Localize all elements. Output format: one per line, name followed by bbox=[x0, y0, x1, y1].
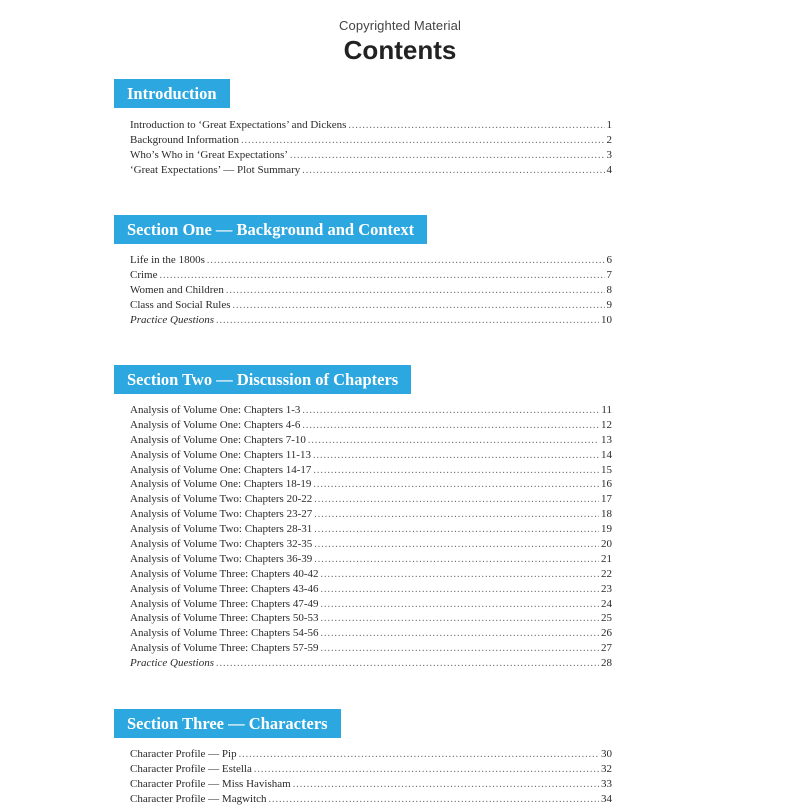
toc-entry-label: Analysis of Volume One: Chapters 4-6 bbox=[130, 418, 301, 431]
toc-entry[interactable] bbox=[130, 656, 612, 671]
toc-list-section-one bbox=[130, 253, 612, 327]
toc-entry-label: Analysis of Volume One: Chapters 14-17 bbox=[130, 463, 312, 476]
dot-leader bbox=[321, 627, 599, 642]
toc-entry-page: 18 bbox=[601, 508, 612, 521]
toc-entry-page: 17 bbox=[601, 493, 612, 506]
toc-entry-label: Analysis of Volume Two: Chapters 36-39 bbox=[130, 552, 313, 565]
dot-leader bbox=[226, 284, 605, 299]
toc-entry[interactable] bbox=[130, 552, 612, 567]
toc-entry-page: 21 bbox=[601, 552, 612, 565]
toc-entry[interactable] bbox=[130, 762, 612, 777]
dot-leader bbox=[254, 763, 599, 778]
dot-leader bbox=[308, 434, 599, 449]
dot-leader bbox=[302, 404, 599, 419]
toc-entry-page: 15 bbox=[601, 463, 612, 476]
dot-leader bbox=[293, 778, 599, 793]
toc-entry-label: Crime bbox=[130, 268, 158, 281]
dot-leader bbox=[321, 612, 599, 627]
toc-entry-label: Analysis of Volume Three: Chapters 57-59 bbox=[130, 642, 319, 655]
dot-leader bbox=[321, 568, 599, 583]
toc-entry-label: Analysis of Volume Two: Chapters 23-27 bbox=[130, 508, 313, 521]
dot-leader bbox=[348, 119, 604, 134]
toc-entry-label: Life in the 1800s bbox=[130, 254, 205, 266]
toc-entry-label: Practice Questions bbox=[130, 313, 215, 326]
toc-entry-page: 4 bbox=[606, 163, 612, 176]
toc-entry[interactable] bbox=[130, 403, 612, 418]
toc-entry-page: 24 bbox=[601, 597, 612, 610]
dot-leader bbox=[321, 583, 599, 598]
toc-entry-page: 27 bbox=[601, 642, 612, 655]
dot-leader bbox=[216, 657, 599, 672]
section-heading-section-one: Section One — Background and Context bbox=[114, 215, 427, 244]
toc-entry-page: 32 bbox=[601, 762, 612, 775]
toc-entry-page: 1 bbox=[606, 119, 612, 131]
toc-entry-page: 7 bbox=[606, 268, 612, 281]
dot-leader bbox=[321, 598, 599, 613]
toc-entry-page: 28 bbox=[601, 657, 612, 670]
toc-entry-label: Analysis of Volume Two: Chapters 28-31 bbox=[130, 523, 313, 536]
toc-entry-page: 8 bbox=[606, 283, 612, 296]
toc-entry-page: 12 bbox=[601, 418, 612, 431]
toc-entry[interactable] bbox=[130, 313, 612, 328]
toc-entry-page: 22 bbox=[601, 567, 612, 580]
dot-leader bbox=[314, 523, 599, 538]
toc-entry-label: Analysis of Volume Three: Chapters 54-56 bbox=[130, 627, 319, 640]
toc-entry[interactable] bbox=[130, 626, 612, 641]
toc-entry[interactable] bbox=[130, 133, 612, 148]
toc-entry[interactable] bbox=[130, 522, 612, 537]
toc-entry[interactable] bbox=[130, 253, 612, 268]
dot-leader bbox=[269, 793, 599, 808]
toc-entry[interactable] bbox=[130, 268, 612, 283]
toc-entry-label: Background Information bbox=[130, 133, 240, 146]
toc-entry-page: 11 bbox=[601, 404, 612, 416]
toc-entry[interactable] bbox=[130, 537, 612, 552]
page-title: Contents bbox=[343, 35, 457, 65]
dot-leader bbox=[321, 642, 599, 657]
toc-entry-page: 2 bbox=[606, 133, 612, 146]
toc-entry[interactable] bbox=[130, 448, 612, 463]
toc-entry-label: Analysis of Volume Three: Chapters 47-49 bbox=[130, 597, 319, 610]
toc-entry-label: Analysis of Volume Three: Chapters 50-53 bbox=[130, 612, 319, 625]
toc-list-introduction bbox=[130, 118, 612, 178]
dot-leader bbox=[160, 269, 605, 284]
dot-leader bbox=[313, 478, 599, 493]
toc-entry-page: 9 bbox=[606, 298, 612, 311]
toc-entry-page: 23 bbox=[601, 582, 612, 595]
toc-entry-page: 33 bbox=[601, 777, 612, 790]
section-heading-section-two: Section Two — Discussion of Chapters bbox=[114, 365, 411, 394]
toc-entry[interactable] bbox=[130, 582, 612, 597]
toc-list-section-two bbox=[130, 403, 612, 671]
toc-entry[interactable] bbox=[130, 597, 612, 612]
toc-entry[interactable] bbox=[130, 641, 612, 656]
toc-entry[interactable] bbox=[130, 792, 612, 807]
toc-entry[interactable] bbox=[130, 567, 612, 582]
dot-leader bbox=[239, 748, 599, 763]
toc-entry-label: Women and Children bbox=[130, 283, 224, 296]
toc-entry[interactable] bbox=[130, 463, 612, 478]
toc-entry[interactable] bbox=[130, 163, 612, 178]
toc-entry-label: Analysis of Volume Three: Chapters 43-46 bbox=[130, 582, 319, 595]
toc-entry-page: 16 bbox=[601, 478, 612, 491]
toc-entry-page: 20 bbox=[601, 538, 612, 551]
toc-entry-label: Analysis of Volume Three: Chapters 40-42 bbox=[130, 567, 319, 580]
dot-leader bbox=[302, 419, 599, 434]
dot-leader bbox=[313, 464, 599, 479]
toc-entry[interactable] bbox=[130, 418, 612, 433]
toc-entry-page: 14 bbox=[601, 448, 612, 461]
dot-leader bbox=[207, 254, 605, 269]
toc-entry-label: Character Profile — Miss Havisham bbox=[130, 777, 291, 790]
toc-entry[interactable] bbox=[130, 148, 612, 163]
copyright-notice: Copyrighted Material bbox=[339, 18, 461, 33]
toc-entry-label: Class and Social Rules bbox=[130, 298, 231, 311]
toc-entry[interactable] bbox=[130, 433, 612, 448]
toc-entry-label: Character Profile — Pip bbox=[130, 748, 237, 760]
toc-entry-label: Analysis of Volume Two: Chapters 20-22 bbox=[130, 493, 313, 506]
toc-entry-page: 30 bbox=[601, 748, 612, 760]
dot-leader bbox=[290, 149, 604, 164]
toc-list-section-three bbox=[130, 747, 612, 807]
toc-entry-label: Character Profile — Magwitch bbox=[130, 792, 267, 805]
toc-entry-label: ‘Great Expectations’ — Plot Summary bbox=[130, 163, 301, 176]
toc-entry[interactable] bbox=[130, 477, 612, 492]
dot-leader bbox=[314, 553, 599, 568]
toc-entry-label: Introduction to ‘Great Expectations’ and Dickens bbox=[130, 119, 347, 131]
dot-leader bbox=[241, 134, 604, 149]
toc-entry[interactable] bbox=[130, 507, 612, 522]
section-heading-introduction: Introduction bbox=[114, 79, 230, 108]
toc-entry-page: 19 bbox=[601, 523, 612, 536]
toc-entry-page: 6 bbox=[606, 254, 612, 266]
toc-entry-label: Who’s Who in ‘Great Expectations’ bbox=[130, 148, 289, 161]
toc-entry[interactable] bbox=[130, 747, 612, 762]
toc-entry[interactable] bbox=[130, 777, 612, 792]
toc-entry-page: 3 bbox=[606, 148, 612, 161]
toc-entry-label: Analysis of Volume One: Chapters 7-10 bbox=[130, 433, 306, 446]
toc-entry-label: Character Profile — Estella bbox=[130, 762, 252, 775]
page-header bbox=[0, 18, 800, 65]
toc-entry-label: Analysis of Volume Two: Chapters 32-35 bbox=[130, 538, 313, 551]
toc-entry-label: Practice Questions bbox=[130, 657, 215, 670]
dot-leader bbox=[302, 164, 604, 179]
toc-entry[interactable] bbox=[130, 492, 612, 507]
toc-entry-page: 10 bbox=[601, 313, 612, 326]
toc-entry-label: Analysis of Volume One: Chapters 1-3 bbox=[130, 404, 301, 416]
dot-leader bbox=[314, 508, 599, 523]
toc-entry[interactable] bbox=[130, 118, 612, 133]
toc-entry-page: 13 bbox=[601, 433, 612, 446]
dot-leader bbox=[233, 299, 605, 314]
toc-entry[interactable] bbox=[130, 283, 612, 298]
toc-entry[interactable] bbox=[130, 298, 612, 313]
dot-leader bbox=[313, 449, 599, 464]
toc-entry[interactable] bbox=[130, 611, 612, 626]
dot-leader bbox=[314, 493, 599, 508]
toc-entry-page: 34 bbox=[601, 792, 612, 805]
dot-leader bbox=[216, 314, 599, 329]
dot-leader bbox=[314, 538, 599, 553]
section-heading-section-three: Section Three — Characters bbox=[114, 709, 341, 738]
toc-entry-page: 25 bbox=[601, 612, 612, 625]
toc-entry-page: 26 bbox=[601, 627, 612, 640]
toc-entry-label: Analysis of Volume One: Chapters 18-19 bbox=[130, 478, 312, 491]
toc-entry-label: Analysis of Volume One: Chapters 11-13 bbox=[130, 448, 311, 461]
